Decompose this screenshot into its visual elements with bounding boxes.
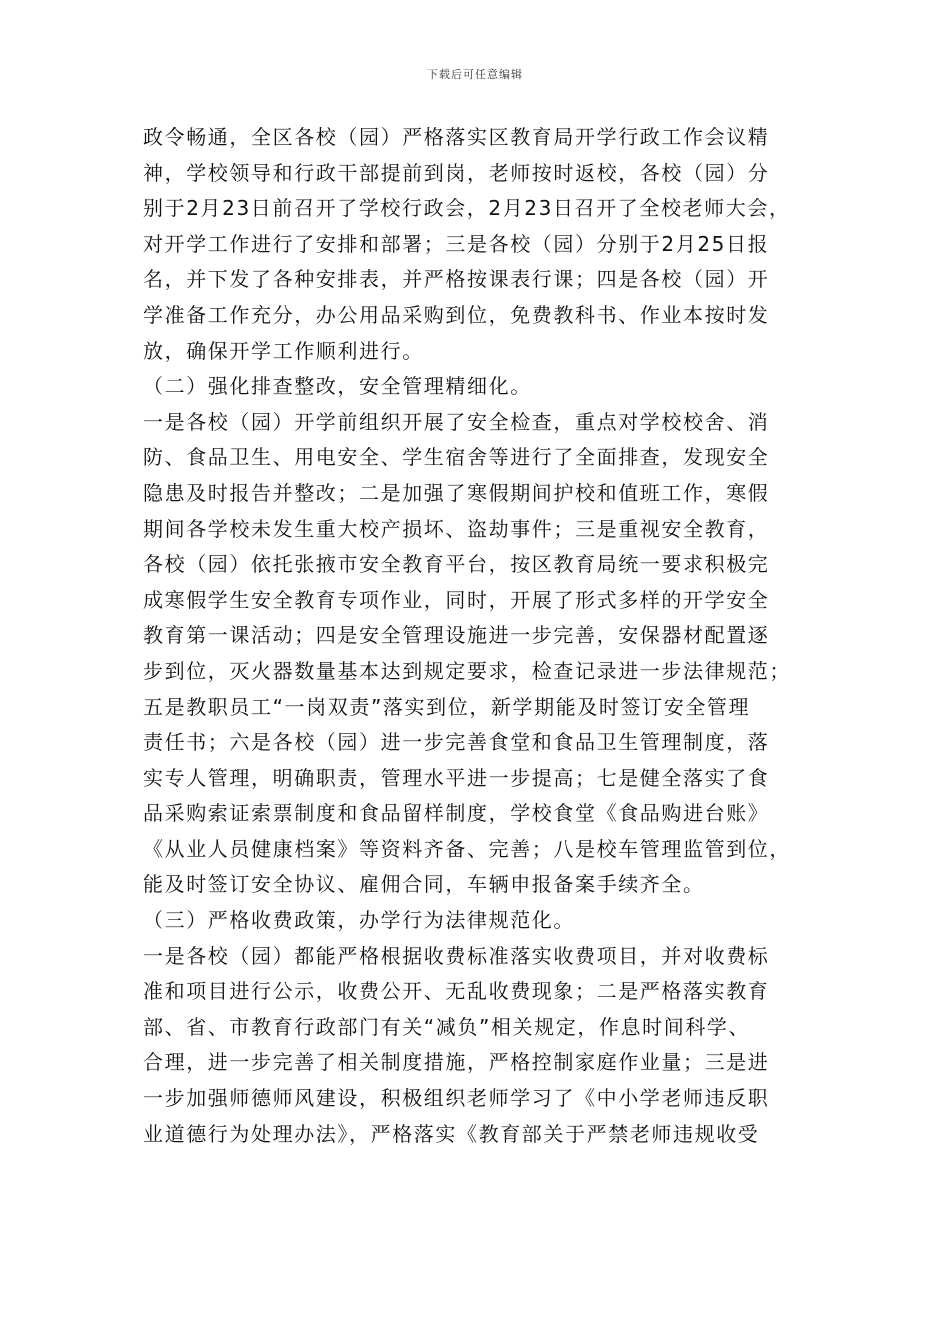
text-line: 教育第一课活动；四是安全管理设施进一步完善，安保器材配置逐: [143, 623, 770, 648]
text-line: 品采购索证索票制度和食品留样制度，学校食堂《食品购进台账》: [143, 801, 770, 826]
text-line: 能及时签订安全协议、雇佣合同，车辆申报备案手续齐全。: [143, 872, 705, 897]
text-line: 责任书；六是各校（园）进一步完善食堂和食品卫生管理制度，落: [143, 730, 770, 755]
text-line: 神，学校领导和行政干部提前到岗，老师按时返校，各校（园）分: [143, 160, 770, 185]
text-line: 政令畅通，全区各校（园）严格落实区教育局开学行政工作会议精: [143, 125, 770, 149]
text-line: 放，确保开学工作顺利进行。: [143, 338, 424, 363]
section-heading: （二）强化排查整改，安全管理精细化。: [143, 374, 532, 399]
text-line: 准和项目进行公示，收费公开、无乱收费现象；二是严格落实教育: [143, 979, 770, 1004]
text-line: 对开学工作进行了安排和部署；三是各校（园）分别于2月25日报: [143, 231, 770, 256]
text-line: 业道德行为处理办法》，严格落实《教育部关于严禁老师违规收受: [143, 1121, 760, 1146]
section-heading: （三）严格收费政策，办学行为法律规范化。: [143, 908, 575, 933]
text-line: 五是教职员工“一岗双责”落实到位，新学期能及时签订安全管理: [143, 694, 751, 719]
text-line: 一是各校（园）开学前组织开展了安全检查，重点对学校校舍、消: [143, 409, 770, 434]
text-line: 《从业人员健康档案》等资料齐备、完善；八是校车管理监管到位，: [143, 836, 791, 861]
text-line: 合理，进一步完善了相关制度措施，严格控制家庭作业量；三是进: [143, 1050, 770, 1075]
text-line: 一是各校（园）都能严格根据收费标准落实收费项目，并对收费标: [143, 943, 770, 968]
text-line: 名，并下发了各种安排表，并严格按课表行课；四是各校（园）开: [143, 267, 770, 292]
text-line: 期间各学校未发生重大校产损坏、盗劫事件；三是重视安全教育，: [143, 516, 770, 541]
header-note: 下载后可任意编辑: [427, 68, 523, 81]
text-line: 步到位，灭火器数量基本达到规定要求，检查记录进一步法律规范；: [143, 658, 791, 683]
text-line: 隐患及时报告并整改；二是加强了寒假期间护校和值班工作，寒假: [143, 480, 770, 505]
text-line: 别于2月23日前召开了学校行政会，2月23日召开了全校老师大会，: [143, 196, 791, 221]
text-line: 实专人管理，明确职责，管理水平进一步提高；七是健全落实了食: [143, 765, 770, 790]
text-line: 防、食品卫生、用电安全、学生宿舍等进行了全面排查，发现安全: [143, 445, 770, 470]
text-line: 一步加强师德师风建设，积极组织老师学习了《中小学老师违反职: [143, 1086, 770, 1111]
text-line: 成寒假学生安全教育专项作业，同时，开展了形式多样的开学安全: [143, 587, 770, 612]
text-line: 学准备工作充分，办公用品采购到位，免费教科书、作业本按时发: [143, 302, 770, 327]
document-body: [143, 120, 823, 1152]
text-line: 各校（园）依托张掖市安全教育平台，按区教育局统一要求积极完: [143, 552, 770, 577]
text-line: 部、省、市教育行政部门有关“减负”相关规定，作息时间科学、: [143, 1014, 751, 1039]
